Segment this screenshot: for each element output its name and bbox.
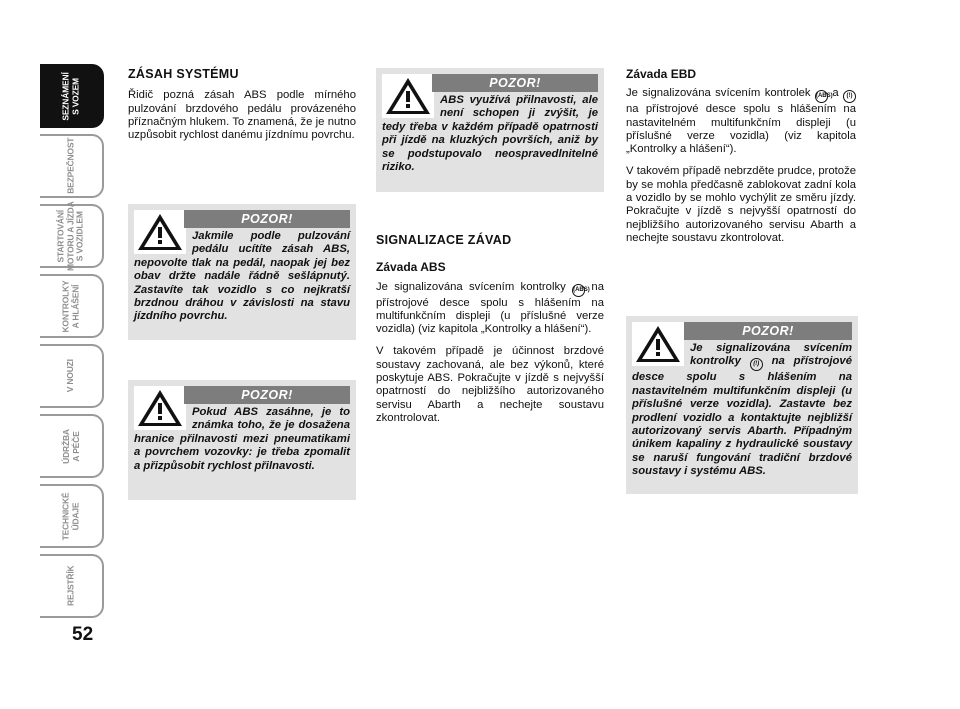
paragraph <box>626 87 856 156</box>
tab-label: BEZPEČNOST <box>65 137 76 195</box>
tab-technicke-udaje[interactable] <box>40 484 104 548</box>
tab-label: REJSTŘÍK <box>65 565 76 607</box>
abs-warning-light-icon: (ABS) <box>572 284 585 297</box>
warning-text: Jakmile podle pulzování pedálu ucítíte zásah ABS, nepovolte tlak na pedál, naopak jej bez obav držte nadále řádně sešlápnutý. Zastavíte tak vozidlo s co nejkratší brzdnou dráhou v závislosti na stavu jízdního povrchu. <box>134 230 350 323</box>
warning-title: POZOR! <box>184 386 350 404</box>
tab-label: STARTOVÁNÍ MOTORU A JÍZDA S VOZIDLEM <box>55 201 85 271</box>
text: na přístrojové desce spolu s hlášením na multifunkčním displeji (u příslušné verze vozidla) (viz kapitola „Kontrolky a hlášení“). <box>376 280 604 336</box>
section-heading-zasah: ZÁSAH SYSTÉMU <box>128 67 239 81</box>
warning-box <box>128 204 356 340</box>
warning-title: POZOR! <box>684 322 852 340</box>
tab-seznameni-s-vozem[interactable] <box>40 64 104 128</box>
brake-warning-light-icon: (!) <box>750 358 763 371</box>
tab-label: V NOUZI <box>65 359 76 393</box>
warning-title: POZOR! <box>432 74 598 92</box>
tab-startovani[interactable] <box>40 201 104 271</box>
warning-triangle-icon <box>134 386 186 430</box>
warning-text: Pokud ABS zasáhne, je to známka toho, že je dosažena hranice přilnavosti mezi pneumatikami a povrchem vozovky: je třeba zpomalit a přizpůsobit rychlost přilnavosti. <box>134 406 350 472</box>
abs-warning-light-icon: (ABS) <box>815 90 828 103</box>
column-2 <box>376 234 604 434</box>
tab-v-nouzi[interactable] <box>40 344 104 408</box>
paragraph <box>376 281 604 337</box>
subheading-zavada-ebd: Závada EBD <box>626 67 697 81</box>
warning-box <box>128 380 356 500</box>
warning-triangle-icon <box>382 74 434 118</box>
warning-triangle-icon <box>134 210 186 254</box>
paragraph: Řidič pozná zásah ABS podle mírného pulzování brzdového pedálu provázeného příznačným hlukem. To znamená, že je nutno uzpůsobit rychlost danému jízdnímu povrchu. <box>128 89 356 142</box>
tab-label: KONTROLKY A HLÁŠENÍ <box>60 279 80 333</box>
tab-bezpecnost[interactable] <box>40 134 104 198</box>
column-3 <box>626 68 856 254</box>
text: Je signalizována svícením kontrolky <box>376 280 566 293</box>
section-heading-signalizace: SIGNALIZACE ZÁVAD <box>376 233 512 247</box>
warning-text: ABS využívá přilnavosti, ale není schopen ji zvýšit, je tedy třeba v každém případě opatrnosti při jízdě na kluzkých površích, aniž by se podstupovalo neospravedlnitelné riziko. <box>382 94 598 174</box>
tab-kontrolky[interactable] <box>40 274 104 338</box>
tab-label: TECHNICKÉ ÚDAJE <box>60 492 80 540</box>
column-1 <box>128 68 356 151</box>
tab-udrzba[interactable] <box>40 414 104 478</box>
warning-box <box>626 316 858 494</box>
tab-label: ÚDRŽBA A PÉČE <box>60 428 80 464</box>
warning-title: POZOR! <box>184 210 350 228</box>
paragraph: V takovém případě je účinnost brzdové soustavy zachovaná, ale bez výkonů, které poskytuje ABS. Pokračujte v jízdě s nejvyšší opatrností do nejbližšího autorizovaného servisu Abarth a nechejte soustavu zkontrolovat. <box>376 345 604 424</box>
tab-label: SEZNÁMENÍ S VOZEM <box>60 71 80 121</box>
text: a <box>832 87 839 100</box>
text: na přístrojové desce spolu s hlášením na nastavitelném multifunkčním displeji (u příslušné verze vozidla). Zastavte bez prodlení vozidlo a kontaktujte nejbližší autorizovaný servis Abarth. Případným únikem kapaliny z hydraulické soustavy se naruší fungování tradiční brzdové soustavy i systému ABS. <box>632 355 852 478</box>
brake-warning-light-icon: (!) <box>843 90 856 103</box>
text: Je signalizována svícením kontrolky <box>690 342 852 368</box>
paragraph: V takovém případě nebrzděte prudce, protože by se mohla předčasně zablokovat zadní kola a vozidlo by se mohlo vychýlit ze směru jízdy. Pokračujte v jízdě s nejvyšší opatrností do nejbližšího autorizovaného servisu Abarth a nechejte soustavu zkontrolovat. <box>626 165 856 244</box>
warning-triangle-icon <box>632 322 684 366</box>
subheading-zavada-abs: Závada ABS <box>376 260 446 275</box>
page-number: 52 <box>72 624 94 645</box>
warning-box <box>376 68 604 192</box>
tab-rejstrik[interactable] <box>40 554 104 618</box>
text: Je signalizována svícením kontrolek <box>626 87 811 100</box>
text: na přístrojové desce spolu s hlášením na nastavitelném multifunkčním displeji (u příslušné verze vozidla) (viz kapitola „Kontrolky a hlášení“). <box>626 103 856 156</box>
